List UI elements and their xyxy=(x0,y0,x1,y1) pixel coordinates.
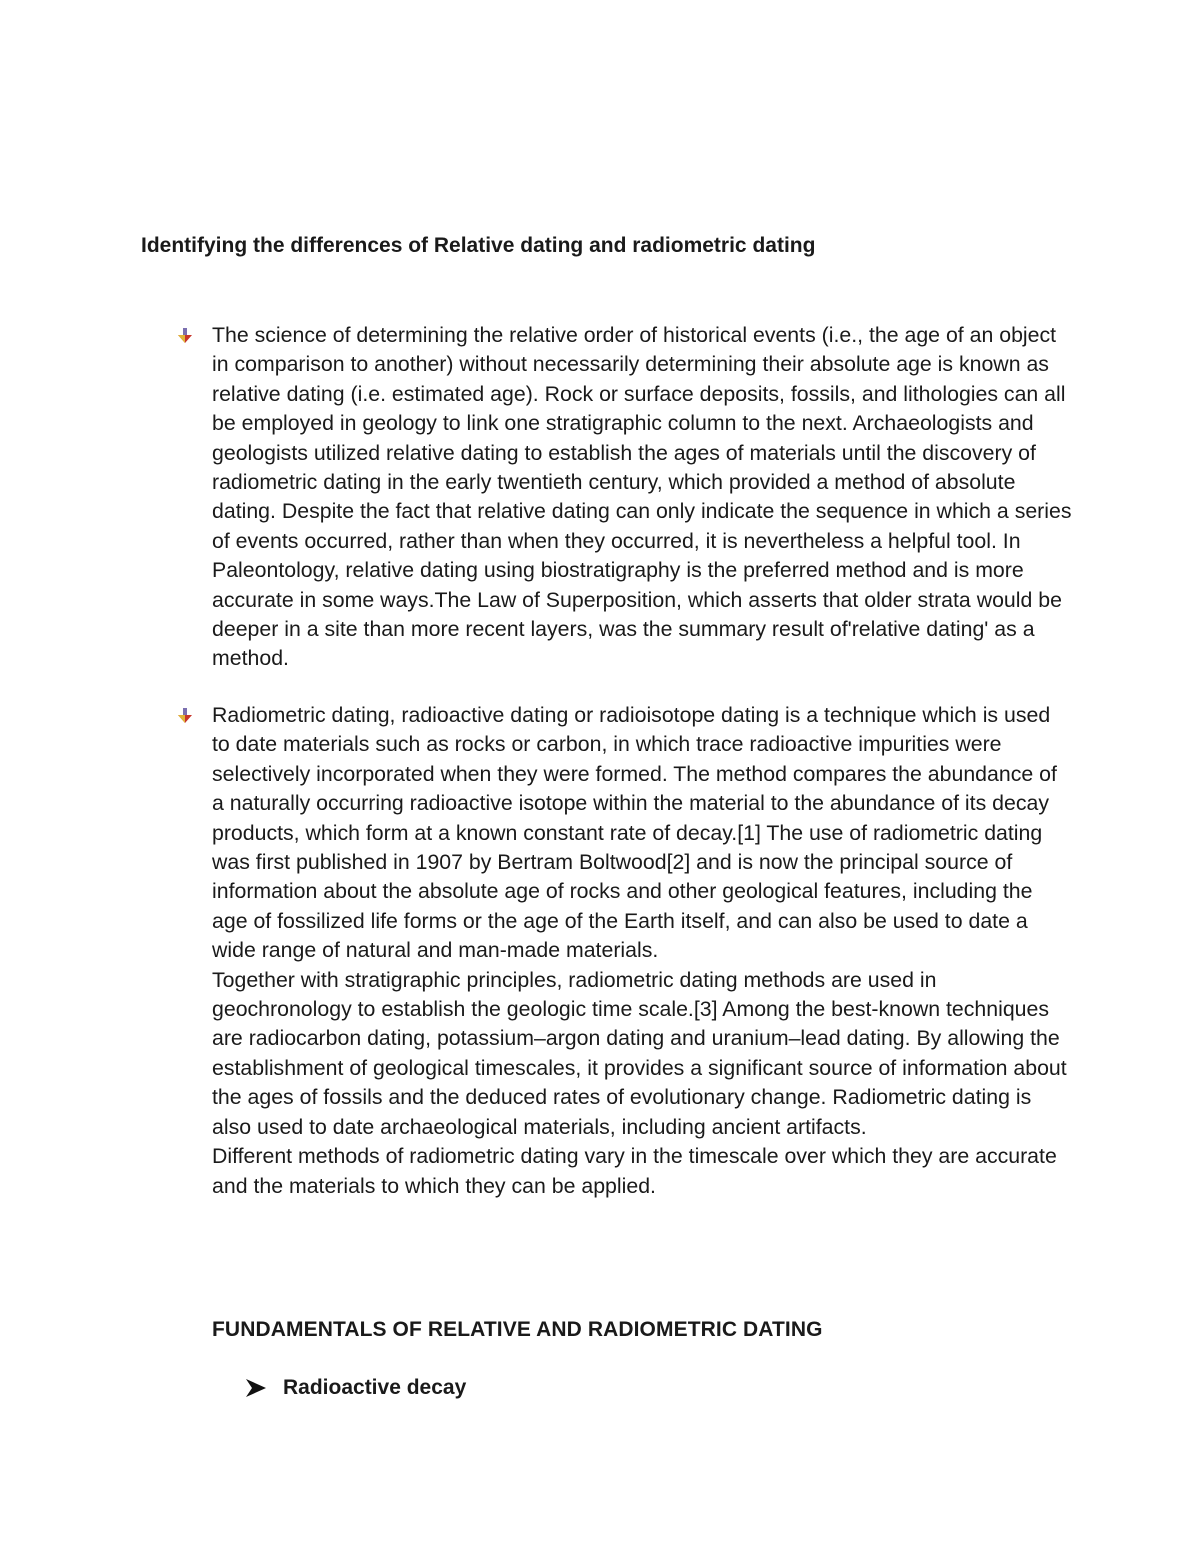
down-arrow-bullet-icon xyxy=(178,708,192,724)
sub-list-item xyxy=(246,1374,466,1402)
bullet-paragraph: The science of determining the relative order of historical events (i.e., the age of an object in comparison to another) without necessarily determining their absolute age is known as relative dating (i.e. estimated age). Rock or surface deposits, fossils, and lithologies can all be employed in geology to link one stratigraphic column to the next. Archaeologists and geologists utilized relative dating to establish the ages of materials until the discovery of radiometric dating in the early twentieth century, which provided a method of absolute dating. Despite the fact that relative dating can only indicate the sequence in which a series of events occurred, rather than when they occurred, it is nevertheless a helpful tool. In Paleontology, relative dating using biostratigraphy is the preferred method and is more accurate in some ways.The Law of Superposition, which asserts that older strata would be deeper in a site than more recent layers, was the summary result of'relative dating' as a method. xyxy=(212,323,1072,671)
bullet-item-radiometric-dating xyxy=(212,701,1072,1201)
bullet-item-relative-dating xyxy=(212,321,1072,674)
sub-item-label: Radioactive decay xyxy=(283,1376,467,1399)
bullet-paragraph: Radiometric dating, radioactive dating or radioisotope dating is a technique which is used to date materials such as rocks or carbon, in which trace radioactive impurities were selectively incorporated when they were formed. The method compares the abundance of a naturally occurring radioactive isotope within the material to the abundance of its decay products, which form at a known constant rate of decay.[1] The use of radiometric dating was first published in 1907 by Bertram Boltwood[2] and is now the principal source of information about the absolute age of rocks and other geological features, including the age of fossilized life forms or the age of the Earth itself, and can also be used to date a wide range of natural and man-made materials. xyxy=(212,703,1057,963)
down-arrow-bullet-icon xyxy=(178,328,192,344)
bullet-paragraph: Different methods of radiometric dating vary in the timescale over which they are accurate and the materials to which they can be applied. xyxy=(212,1144,1057,1198)
bullet-paragraph: Together with stratigraphic principles, radiometric dating methods are used in geochronology to establish the geologic time scale.[3] Among the best-known techniques are radiocarbon dating, potassium–argon dating and uranium–lead dating. By allowing the establishment of geological timescales, it provides a significant source of information about the ages of fossils and the deduced rates of evolutionary change. Radiometric dating is also used to date archaeological materials, including ancient artifacts. xyxy=(212,967,1067,1139)
document-title: Identifying the differences of Relative dating and radiometric dating xyxy=(141,234,816,257)
arrowhead-bullet-icon xyxy=(246,1379,266,1397)
section-heading: FUNDAMENTALS OF RELATIVE AND RADIOMETRIC DATING xyxy=(212,1318,823,1341)
